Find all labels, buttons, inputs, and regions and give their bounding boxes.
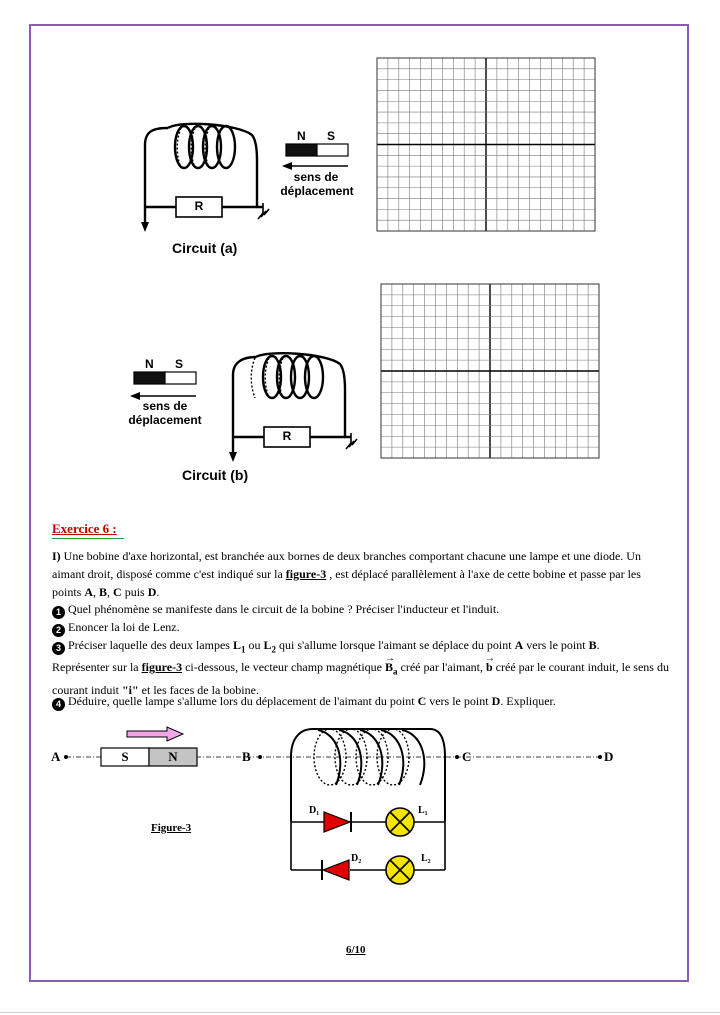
vector-b-arrow-icon: → <box>484 653 495 665</box>
point-a-dot <box>64 755 68 759</box>
fig3-point-d-label: D <box>604 749 614 764</box>
vector-b <box>484 653 495 675</box>
circuit-b-ground-icon <box>346 433 357 449</box>
q4-point-c: C <box>417 694 427 708</box>
intro-marker: I) <box>52 549 61 563</box>
lamp-l1-sub: 1 <box>240 644 246 655</box>
question-3-text-g: et les faces de la bobine. <box>138 682 259 697</box>
circuit-a-sens-line2: déplacement <box>280 184 354 198</box>
circuit-b-sens-line1: sens de <box>142 399 188 413</box>
circuit-b-label-s: S <box>175 357 184 371</box>
intro-point-c: C <box>113 585 122 599</box>
magnet-direction-arrow-icon <box>127 727 183 741</box>
question-2 <box>52 618 672 637</box>
fig3-point-b-label: B <box>242 749 251 764</box>
question-4-text-a: Déduire, quelle lampe s'allume lors du déplacement de l'aimant du point <box>68 694 418 708</box>
fig3-magnet-n-label: N <box>168 749 178 764</box>
question-3-text-d: ci-dessous, le vecteur champ magnétique <box>182 660 386 675</box>
question-4-number: 4 <box>52 698 65 711</box>
circuit-a-caption: Circuit (a) <box>172 240 238 256</box>
circuit-a-magnet-south <box>317 144 348 156</box>
question-1-text: Quel phénomène se manifeste dans le circuit de la bobine ? Préciser l'inducteur et l'induit. <box>68 602 500 616</box>
exercise-title: Exercice 6 : <box>52 521 117 536</box>
circuit-a-resistor-label: R <box>194 199 204 213</box>
fig3-lamp-2-label: L₂ <box>421 853 431 864</box>
fig3-lamp-1-label: L₁ <box>418 805 428 816</box>
circuit-a-magnet-north <box>286 144 317 156</box>
vector-ba-arrow-icon: → <box>385 653 396 665</box>
oscillogram-grid-a <box>377 58 595 231</box>
intro-point-b: B <box>99 585 108 599</box>
circuit-b-resistor-label: R <box>282 429 292 443</box>
fig3-diode-1-label: D₁ <box>309 805 320 816</box>
question-3-or: ou <box>245 638 264 652</box>
question-3-text-a: Préciser laquelle des deux lampes <box>68 638 233 652</box>
question-3-number: 3 <box>52 642 65 655</box>
question-3-text-e: créé par l'aimant, <box>397 660 486 675</box>
circuit-b-label-n: N <box>145 357 154 371</box>
title-green-underline <box>52 538 124 539</box>
circuit-b-arrow-left-icon <box>130 392 140 400</box>
question-4-text-b: vers le point <box>426 694 492 708</box>
circuit-b-sens-line2: déplacement <box>128 413 202 427</box>
question-1 <box>52 600 672 619</box>
diode-1-icon <box>324 812 350 832</box>
fig3-point-a-label: A <box>51 749 61 764</box>
lamp-l2-ref: L <box>263 638 272 652</box>
oscillogram-grid-b <box>381 284 599 458</box>
circuit-a-label-n: N <box>297 129 306 143</box>
intro-text-1: Une bobine d'axe horizontal, est branchée aux bornes de deux branches comportant chacune une lampe et une diode. Un aimant droit, disposé comme c'est indiqué sur la <box>52 549 641 581</box>
question-2-text: Enoncer la loi de Lenz. <box>68 620 180 634</box>
diode-2-icon <box>323 860 349 880</box>
question-3-text-f: créé par le courant induit, le sens du courant induit <box>52 660 669 697</box>
lamp-2-icon <box>386 856 414 884</box>
current-i: "i" <box>121 682 139 697</box>
intro-sep-2: , <box>107 585 114 599</box>
question-3 <box>52 636 672 699</box>
page-number: 6/10 <box>346 944 366 956</box>
circuit-a-ground-icon <box>258 203 269 219</box>
intro-sep-3: puis <box>121 585 148 599</box>
intro-sep-1: , <box>93 585 100 599</box>
lamp-l2-sub: 2 <box>271 644 276 655</box>
vector-ba-sub: a <box>393 666 398 677</box>
circuit-b-caption: Circuit (b) <box>182 467 249 483</box>
question-3-from-to: vers le point <box>523 638 589 652</box>
q4-point-d: D <box>491 694 501 708</box>
lamp-l1-ref: L <box>232 638 241 652</box>
vector-ba <box>385 653 398 677</box>
circuit-a-label-s: S <box>327 129 336 143</box>
point-d-dot <box>598 755 602 759</box>
question-2-number: 2 <box>52 624 65 637</box>
intro-figure-ref: figure-3 <box>285 567 327 581</box>
circuit-b-magnet-north <box>134 372 165 384</box>
fig3-diode-2-label: D₂ <box>351 853 362 864</box>
question-4 <box>52 692 672 711</box>
q3-point-b: B <box>588 638 597 652</box>
circuit-b-magnet-south <box>165 372 196 384</box>
q3-point-a: A <box>514 638 524 652</box>
vector-b-letter: b <box>485 660 493 675</box>
exercise-intro <box>52 547 672 601</box>
circuit-a-arrow-left-icon <box>282 162 292 170</box>
intro-text-2: , est déplacé parallèlement à l'axe de cette bobine et passe par les points <box>52 567 641 599</box>
point-c-dot <box>455 755 459 759</box>
question-4-text-c: . Expliquer. <box>500 694 556 708</box>
intro-point-d: D <box>147 585 157 599</box>
q3-end-1: . <box>596 638 600 652</box>
fig3-magnet-s-label: S <box>121 749 129 764</box>
figure-3-caption: Figure-3 <box>151 822 192 834</box>
point-b-dot <box>258 755 262 759</box>
lamp-1-icon <box>386 808 414 836</box>
fig3-point-c-label: C <box>462 749 472 764</box>
question-3-text-b: qui s'allume lorsque l'aimant se déplace du point <box>275 638 515 652</box>
intro-end: . <box>156 585 160 599</box>
question-1-number: 1 <box>52 606 65 619</box>
circuit-a-sens-line1: sens de <box>293 170 339 184</box>
intro-point-a: A <box>84 585 94 599</box>
q3-figure-ref: figure-3 <box>141 660 183 675</box>
vector-ba-letter: B <box>385 660 394 675</box>
question-3-text-c: Représenter sur la <box>52 660 142 675</box>
